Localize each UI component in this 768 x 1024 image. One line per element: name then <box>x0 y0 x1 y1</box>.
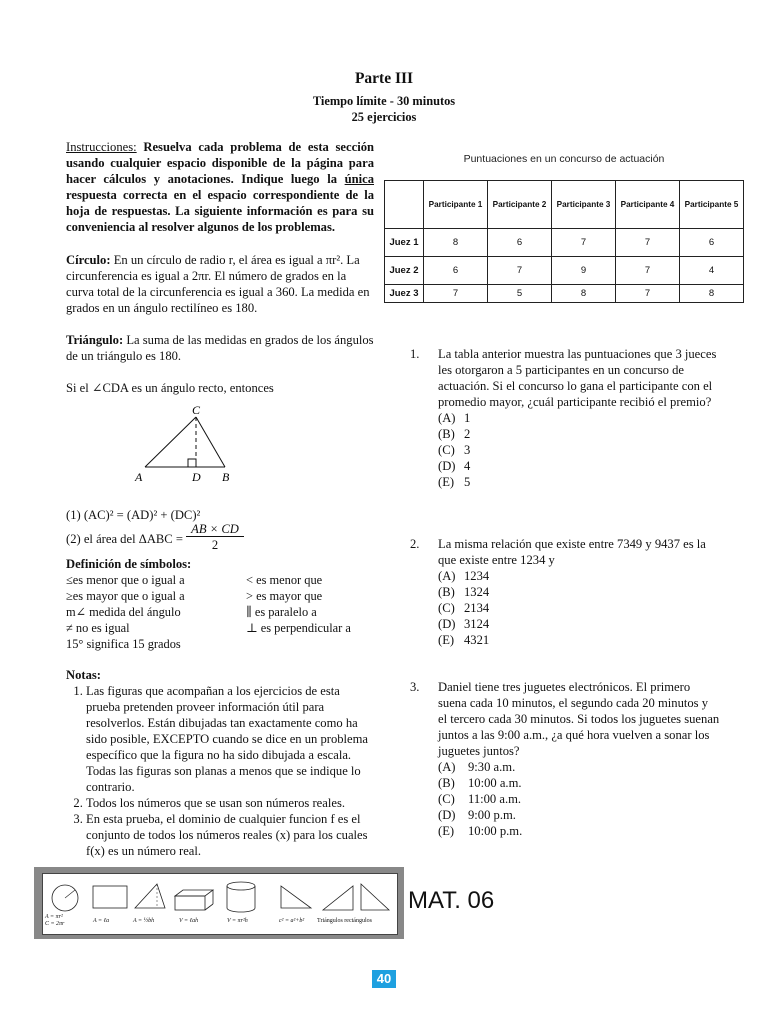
option-letter: (B) <box>438 427 455 441</box>
table-corner <box>385 181 424 229</box>
right-triangles-label: Triángulos rectángulos <box>317 918 372 924</box>
page-number: 40 <box>372 970 396 988</box>
table-cell: 8 <box>552 285 616 303</box>
exercise-count: 25 ejercicios <box>351 110 417 124</box>
answer-option[interactable] <box>438 616 720 632</box>
circumference-formula: C = 2πr <box>45 921 65 927</box>
table-cell: 7 <box>616 285 680 303</box>
triangle-text: La suma de las medidas en grados de los ángulos de un triángulo es 180. <box>66 333 374 363</box>
row-header: Juez 3 <box>385 285 424 303</box>
row-header: Juez 2 <box>385 257 424 285</box>
option-value: 4 <box>464 459 471 473</box>
symbol-item <box>246 636 374 652</box>
formula-figures <box>43 874 397 934</box>
formula-2-prefix: (2) el área del ΔABC = <box>66 532 183 546</box>
instructions-unica: única <box>344 172 375 186</box>
question-2 <box>410 536 720 666</box>
table-cell: 6 <box>424 257 488 285</box>
table-header: Participante 2 <box>488 181 552 229</box>
answer-option[interactable] <box>438 442 720 458</box>
notes-section <box>66 667 374 859</box>
table-cell: 6 <box>680 229 744 257</box>
formula-2 <box>66 522 374 552</box>
table-cell: 7 <box>488 257 552 285</box>
note-item: 2. Todos los números que se usan son números reales. <box>86 795 374 811</box>
vertex-b-label: B <box>222 470 230 484</box>
table-header: Participante 5 <box>680 181 744 229</box>
option-value: 3 <box>464 443 471 457</box>
table-cell: 7 <box>424 285 488 303</box>
symbol-item: ≠ no es igual <box>66 621 130 635</box>
question-number: 3. <box>410 680 420 694</box>
table-header: Participante 3 <box>552 181 616 229</box>
vertex-c-label: C <box>192 403 201 417</box>
triangle-figure <box>130 402 240 484</box>
answer-option[interactable] <box>438 759 720 775</box>
notes-title: Notas: <box>66 668 101 682</box>
table-header: Participante 4 <box>616 181 680 229</box>
box-volume-formula: V = ℓah <box>179 918 199 924</box>
note-item: 3. En esta prueba, el dominio de cualquier funcion f es el conjunto de todos los números reales (x) para los cuales f(x) es un número real. <box>86 811 374 859</box>
table-cell: 7 <box>616 229 680 257</box>
table-cell: 7 <box>552 229 616 257</box>
symbol-item: 15° significa 15 grados <box>66 637 181 651</box>
table-cell: 8 <box>424 229 488 257</box>
vertex-d-label: D <box>192 470 201 484</box>
answer-option[interactable] <box>438 632 720 648</box>
table-header: Participante 1 <box>424 181 488 229</box>
option-letter: (C) <box>438 443 455 457</box>
option-letter: (B) <box>438 776 455 790</box>
option-letter: (D) <box>438 808 456 822</box>
option-value: 2 <box>464 427 471 441</box>
instructions-text2: respuesta correcta en el espacio correspondiente de la hoja de respuestas. La siguiente información es para su conveniencia al resolver algunos de los problemas. <box>66 188 374 234</box>
answer-option[interactable] <box>438 807 720 823</box>
table-row <box>385 257 744 285</box>
table-cell: 5 <box>488 285 552 303</box>
table-cell: 8 <box>680 285 744 303</box>
answer-option[interactable] <box>438 584 720 600</box>
note-item: 1. Las figuras que acompañan a los ejercicios de esta prueba pretenden proveer información útil para resolverlos. Están dibujadas tan exactamente como ha sido posible, EXCEPTO cuando se dice en un problema específico que la figura no ha sido dibujada a escala. Todas las figuras son planas a menos que se indique lo contrario. <box>86 683 374 795</box>
option-value: 9:00 p.m. <box>468 808 516 822</box>
symbol-item: ∥ es paralelo a <box>246 605 317 619</box>
cylinder-volume-formula: V = πr²h <box>227 918 248 924</box>
symbol-item: > es mayor que <box>246 589 323 603</box>
question-1 <box>410 346 720 526</box>
option-letter: (E) <box>438 475 455 489</box>
answer-option[interactable] <box>438 426 720 442</box>
option-letter: (E) <box>438 824 455 838</box>
instructions <box>66 139 374 235</box>
option-value: 1 <box>464 411 471 425</box>
table-cell: 9 <box>552 257 616 285</box>
option-letter: (B) <box>438 585 455 599</box>
question-text: Daniel tiene tres juguetes electrónicos. El primero suena cada 10 minutos, el segundo cada 20 minutos y el tercero cada 30 minutos. Si todos los juguetes suenan juntos a las 9:00 a.m., ¿a qué hora vuelven a sonar los juguetes juntos? <box>438 680 720 758</box>
option-letter: (C) <box>438 601 455 615</box>
option-letter: (A) <box>438 411 456 425</box>
symbols-title: Definición de símbolos: <box>66 557 192 571</box>
option-value: 9:30 a.m. <box>468 760 516 774</box>
rect-area-formula: A = ℓa <box>93 918 110 924</box>
row-header: Juez 1 <box>385 229 424 257</box>
instructions-text: Resuelva cada problema de esta sección usando cualquier espacio disponible de la página para hacer cálculos y anotaciones. Indique luego la <box>66 140 374 186</box>
circle-section <box>66 252 374 316</box>
symbol-item: ≤es menor que o igual a <box>66 573 185 587</box>
table-title: Puntuaciones en un concurso de actuación <box>463 153 665 165</box>
option-letter: (A) <box>438 569 456 583</box>
question-number: 1. <box>410 347 420 361</box>
circle-area-formula: A = πr² <box>45 914 63 920</box>
circle-label: Círculo: <box>66 253 111 267</box>
formula-2-denominator: 2 <box>211 538 219 552</box>
option-value: 11:00 a.m. <box>468 792 522 806</box>
option-letter: (C) <box>438 792 455 806</box>
question-text: La misma relación que existe entre 7349 y 9437 es la que existe entre 1234 y <box>438 537 706 567</box>
pythagorean-formula: c² = a²+b² <box>279 918 305 924</box>
option-letter: (D) <box>438 617 456 631</box>
table-cell: 7 <box>616 257 680 285</box>
symbol-item: m∠ medida del ángulo <box>66 605 181 619</box>
question-number: 2. <box>410 537 420 551</box>
triangle-area-formula: A = ½bh <box>133 918 155 924</box>
option-value: 10:00 a.m. <box>468 776 522 790</box>
symbols-grid <box>66 572 374 652</box>
table-cell: 4 <box>680 257 744 285</box>
formula-panel <box>42 873 398 935</box>
symbol-item: ⊥ es perpendicular a <box>246 621 351 635</box>
answer-option[interactable] <box>438 791 720 807</box>
option-letter: (A) <box>438 760 456 774</box>
option-value: 1324 <box>464 585 490 599</box>
answer-option[interactable] <box>438 600 720 616</box>
option-value: 1234 <box>464 569 490 583</box>
option-value: 4321 <box>464 633 490 647</box>
option-value: 10:00 p.m. <box>468 824 523 838</box>
formula-strip <box>34 867 404 939</box>
answer-option[interactable] <box>438 474 720 490</box>
option-letter: (E) <box>438 633 455 647</box>
triangle-if-text: Si el ∠CDA es un ángulo recto, entonces <box>66 381 274 395</box>
page-title: Parte III <box>354 70 414 87</box>
symbol-item: ≥es mayor que o igual a <box>66 589 185 603</box>
option-value: 5 <box>464 475 471 489</box>
formula-1: (1) (AC)² = (AD)² + (DC)² <box>66 508 201 522</box>
triangle-label: Triángulo: <box>66 333 124 347</box>
section-code: MAT. 06 <box>408 887 495 914</box>
option-value: 3124 <box>464 617 490 631</box>
option-letter: (D) <box>438 459 456 473</box>
answer-option[interactable] <box>438 568 720 584</box>
scores-table <box>384 180 744 303</box>
answer-option[interactable] <box>438 410 720 426</box>
table-row <box>385 229 744 257</box>
question-text: La tabla anterior muestra las puntuaciones que 3 jueces les otorgaron a 5 participantes en un concurso de actuación. Si el concurso lo gana el participante con el promedio mayor, ¿cuál participante recibió el premio? <box>438 347 717 409</box>
triangle-section <box>66 332 374 364</box>
time-limit: Tiempo límite - 30 minutos <box>312 94 456 108</box>
table-cell: 6 <box>488 229 552 257</box>
circle-text: En un círculo de radio r, el área es igual a πr². La circunferencia es igual a 2πr. El número de grados en la curva total de la circunferencia es igual a 360. La medida en grados en un ángulo rectilíneo es 180. <box>66 253 370 315</box>
formula-2-numerator: AB × CD <box>186 522 244 537</box>
table-row <box>385 285 744 303</box>
vertex-a-label: A <box>135 470 143 484</box>
answer-option[interactable] <box>438 458 720 474</box>
option-value: 2134 <box>464 601 490 615</box>
answer-option[interactable] <box>438 775 720 791</box>
symbol-item: < es menor que <box>246 573 323 587</box>
instructions-label: Instrucciones: <box>66 140 137 154</box>
question-3 <box>410 679 720 849</box>
answer-option[interactable] <box>438 823 720 839</box>
